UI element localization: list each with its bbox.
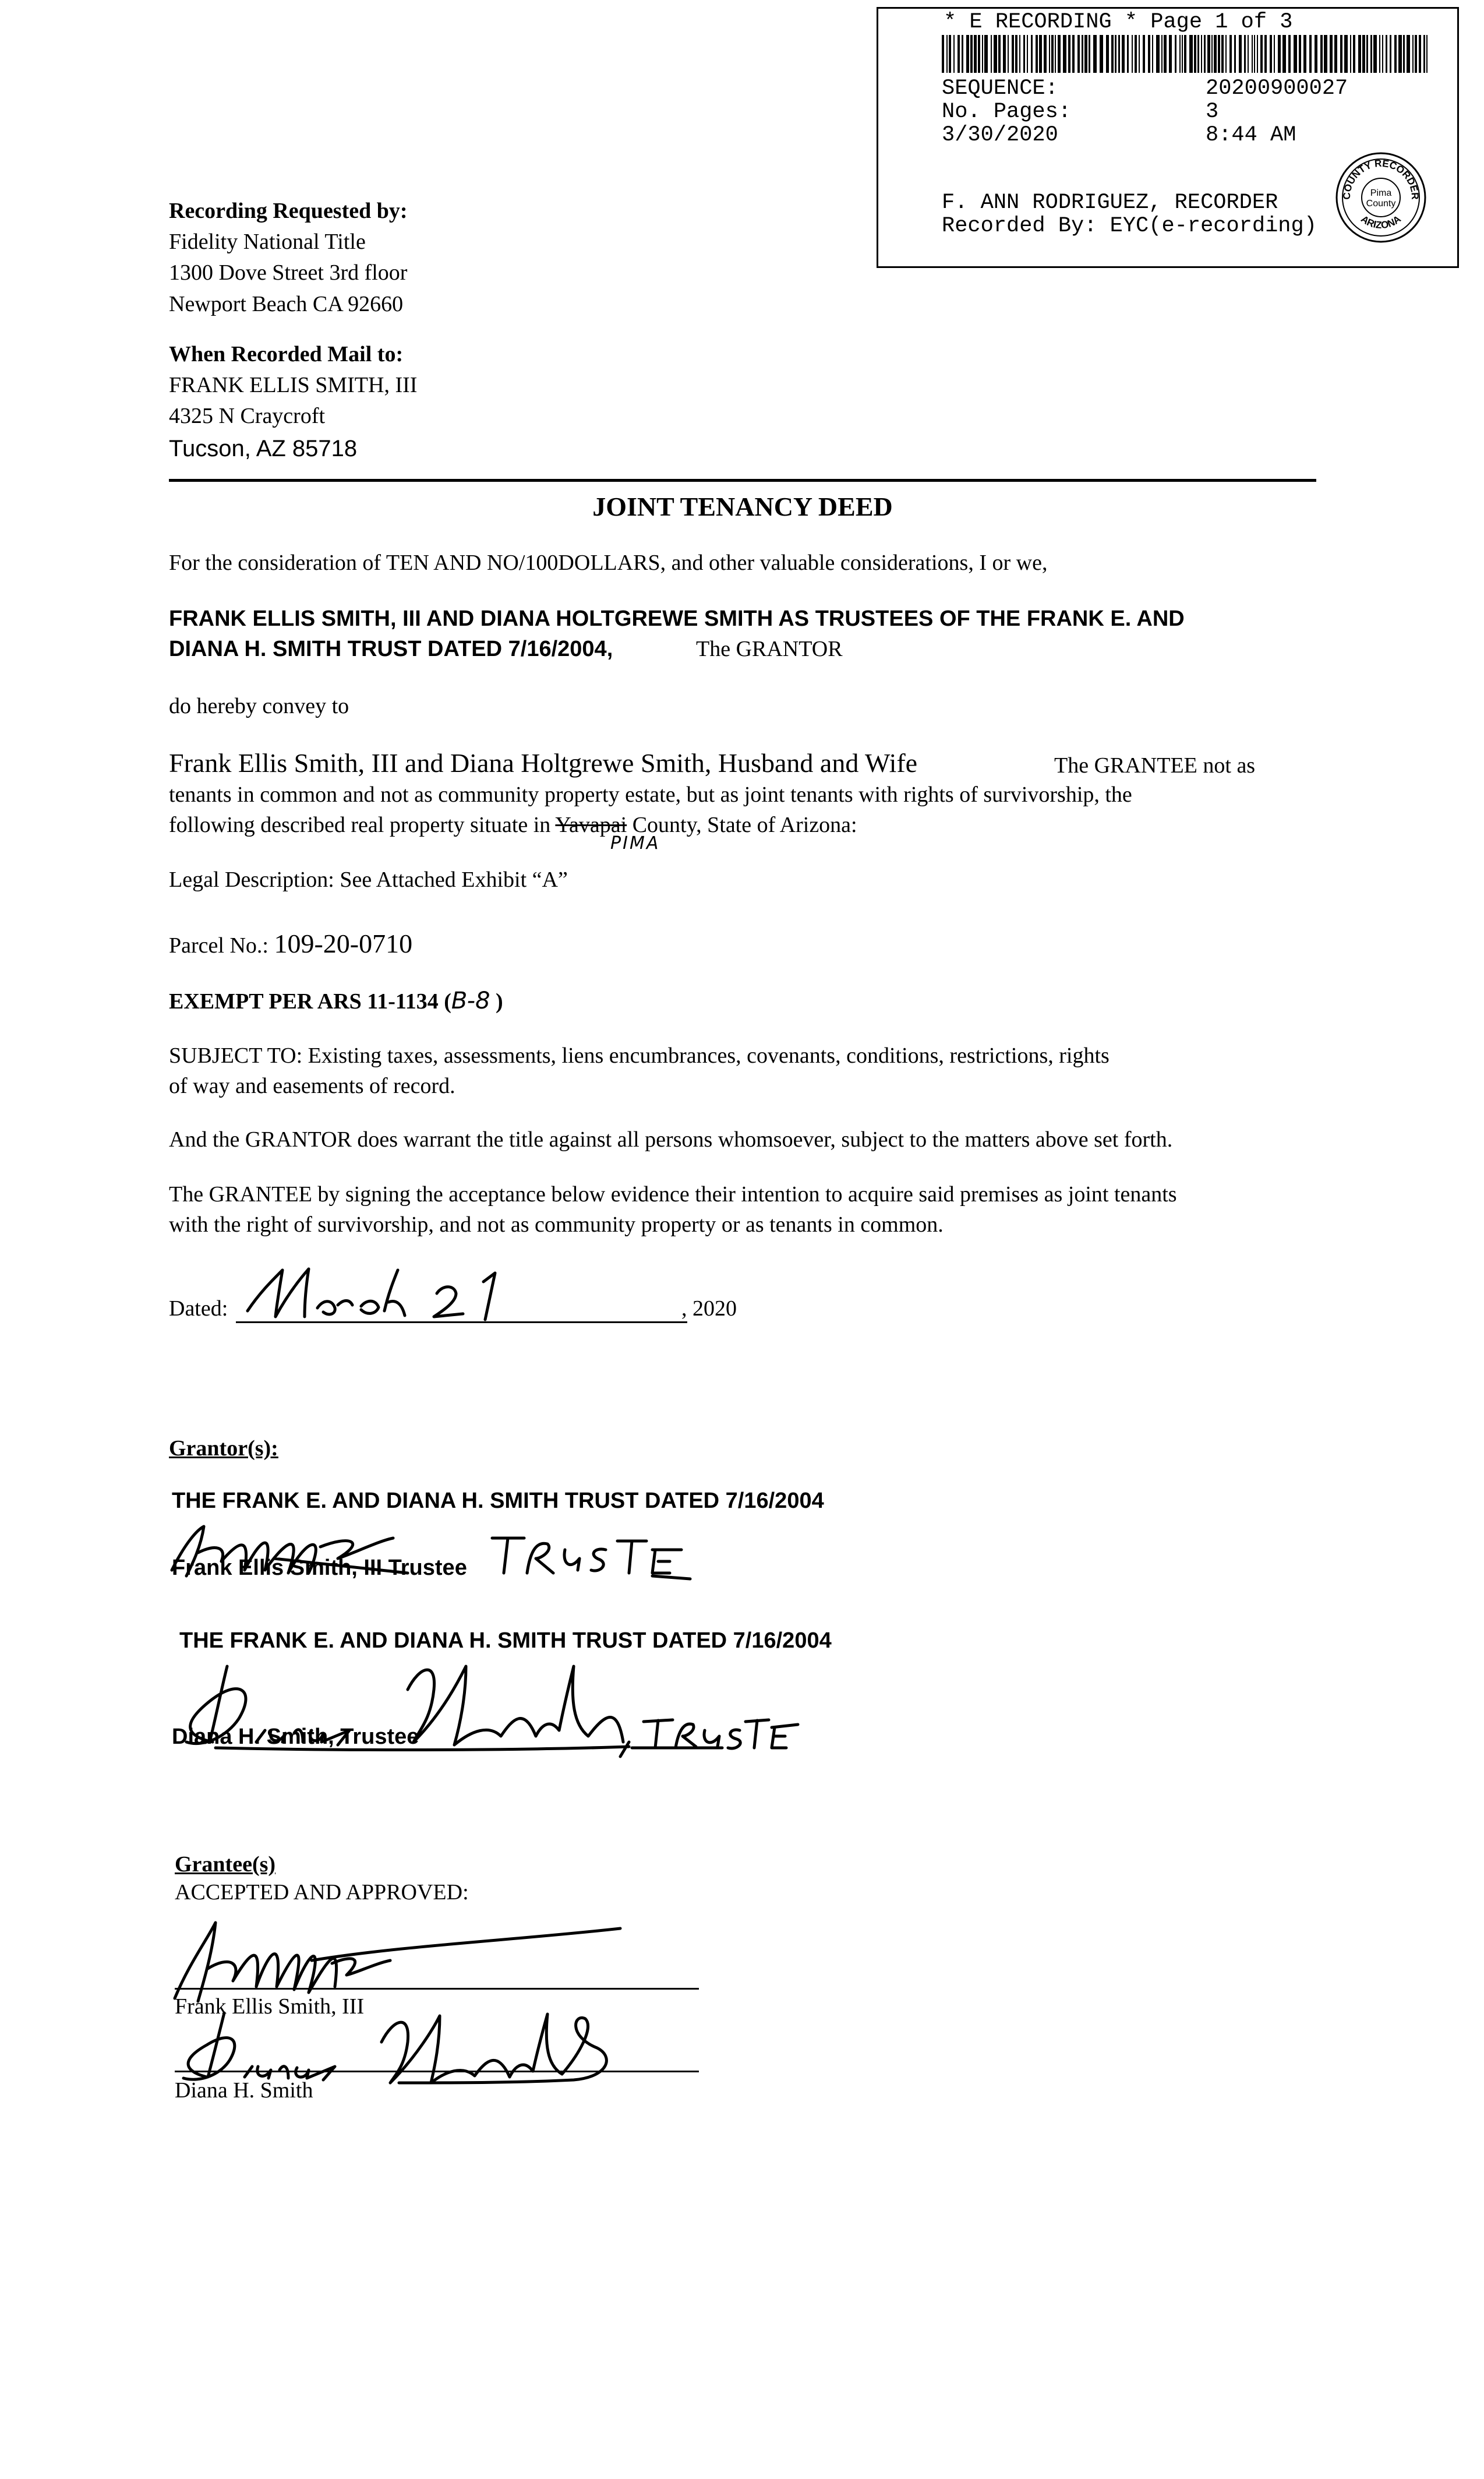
barcode-bar (1027, 35, 1028, 73)
grantee-clause-2: tenants in common and not as community property estate, but as joint tenants with rights of survivorship, the (169, 782, 1132, 807)
sequence-value: 20200900027 (1206, 76, 1348, 101)
recorded-by: Recorded By: EYC(e-recording) (942, 214, 1317, 238)
barcode-bar (1207, 35, 1210, 73)
the-grantor-label: The GRANTOR (696, 637, 843, 661)
barcode-bar (1419, 35, 1421, 73)
sequence-label: SEQUENCE: (942, 76, 1058, 101)
title-rule (169, 479, 1316, 482)
barcode-bar (982, 35, 983, 73)
barcode-bar (1012, 35, 1014, 73)
accepted-text: ACCEPTED AND APPROVED: (175, 1880, 469, 1905)
signer-1: Frank Ellis Smith, III Trustee (172, 1556, 467, 1580)
barcode-bar (1344, 35, 1348, 73)
barcode-bar (1072, 35, 1075, 73)
barcode-bar (1084, 35, 1087, 73)
barcode-bar (1412, 35, 1414, 73)
barcode-bar (1184, 35, 1186, 73)
barcode-bar (953, 35, 955, 73)
legal-description: Legal Description: See Attached Exhibit “A” (169, 868, 568, 892)
barcode-bar (1106, 35, 1109, 73)
barcode-bar (949, 35, 951, 73)
barcode-bar (1244, 35, 1246, 73)
barcode-bar (1394, 35, 1397, 73)
exempt-handwritten: B-8 (451, 988, 490, 1014)
barcode-bar (1003, 35, 1006, 73)
barcode-bar (1320, 35, 1323, 73)
barcode-bar (962, 35, 963, 73)
barcode-bar (1115, 35, 1116, 73)
seal-center-1: Pima (1370, 188, 1392, 198)
grantors-heading: Grantor(s): (169, 1436, 278, 1461)
barcode-bar (1164, 35, 1167, 73)
barcode-bar (1303, 35, 1306, 73)
barcode-bar (1077, 35, 1080, 73)
barcode-bar (1122, 35, 1125, 73)
grantee-signer-2: Diana H. Smith (175, 2078, 313, 2103)
barcode-bar (1093, 35, 1097, 73)
county-seal-icon (1334, 150, 1428, 245)
barcode-bar (1214, 35, 1217, 73)
recording-date: 3/30/2020 (942, 123, 1058, 147)
barcode-bar (1139, 35, 1140, 73)
barcode-bar (1274, 35, 1275, 73)
barcode-bar (1201, 35, 1202, 73)
seal-bottom-text: ARIZONA (1359, 213, 1403, 231)
barcode-bar (1039, 35, 1042, 73)
barcode-bar (974, 35, 977, 73)
barcode-bar (1008, 35, 1009, 73)
barcode-bar (942, 35, 944, 73)
barcode-bar (1260, 35, 1263, 73)
dated-year: , 2020 (681, 1296, 737, 1321)
barcode-bar (1229, 35, 1232, 73)
barcode-bar (1225, 35, 1227, 73)
barcode-bar (1100, 35, 1103, 73)
pages-value: 3 (1206, 100, 1219, 124)
requested-by-line: Newport Beach CA 92660 (169, 291, 404, 316)
requested-by-block (169, 196, 577, 320)
svg-text:ARIZONA (1359, 213, 1403, 231)
barcode-bar (1156, 35, 1160, 73)
barcode-bar (1423, 35, 1425, 73)
barcode-bar (1309, 35, 1312, 73)
barcode-bar (1068, 35, 1070, 73)
grantee-clause-3b: County, State of Arizona: (632, 813, 857, 837)
subject-to-line-1: SUBJECT TO: Existing taxes, assessments, liens encumbrances, covenants, conditions, restrictions, rights (169, 1043, 1110, 1068)
county-handwritten: PIMA (610, 833, 660, 854)
barcode-bar (1169, 35, 1172, 73)
barcode-bar (1252, 35, 1253, 73)
barcode-bar (1023, 35, 1025, 73)
barcode-bar (1415, 35, 1417, 73)
barcode-bar (1194, 35, 1196, 73)
barcode-bar (1370, 35, 1372, 73)
parcel-value: 109-20-0710 (274, 929, 413, 958)
barcode-bar (1398, 35, 1402, 73)
county-struck: Yavapai (555, 813, 627, 837)
barcode-bar (1390, 35, 1391, 73)
mail-to-block (169, 339, 577, 465)
mail-to-line: Tucson, AZ 85718 (169, 435, 358, 461)
barcode-bar (1382, 35, 1383, 73)
barcode-bar (1058, 35, 1061, 73)
barcode-bar (1152, 35, 1153, 73)
requested-by-heading: Recording Requested by: (169, 199, 408, 223)
barcode-bar (1282, 35, 1286, 73)
grantor-names-line-2: DIANA H. SMITH TRUST DATED 7/16/2004, (169, 637, 613, 661)
consideration-text: For the consideration of TEN AND NO/100DOLLARS, and other valuable considerations, I or we, (169, 551, 1048, 575)
exempt-text: EXEMPT PER ARS 11-1134 ( (169, 989, 451, 1014)
barcode-bar (1175, 35, 1176, 73)
barcode-bar (1362, 35, 1365, 73)
barcode-bar (1189, 35, 1193, 73)
barcode-bar (1248, 35, 1249, 73)
acceptance-line-1: The GRANTEE by signing the acceptance below evidence their intention to acquire said premises as joint tenants (169, 1182, 1177, 1207)
recording-header: * E RECORDING * Page 1 of 3 (944, 10, 1293, 34)
parcel-line (169, 925, 412, 962)
barcode-bar (1132, 35, 1133, 73)
barcode-bar (1407, 35, 1410, 73)
seal-top-text: COUNTY RECORDER (1341, 157, 1421, 200)
recorder-name: F. ANN RODRIGUEZ, RECORDER (942, 191, 1278, 215)
convey-text: do hereby convey to (169, 694, 349, 718)
seal-center-2: County (1366, 199, 1396, 209)
barcode-bar (1386, 35, 1387, 73)
barcode-bar (1019, 35, 1020, 73)
trust-name-2: THE FRANK E. AND DIANA H. SMITH TRUST DATED 7/16/2004 (179, 1628, 832, 1653)
barcode-bar (1239, 35, 1242, 73)
dated-label: Dated: (169, 1296, 228, 1321)
barcode-bar (1278, 35, 1281, 73)
grantee-clause-3 (169, 810, 857, 841)
barcode-bar (1426, 35, 1428, 73)
grantee-signature-line-2 (175, 2071, 699, 2072)
barcode-icon (942, 35, 1431, 73)
barcode-bar (1373, 35, 1377, 73)
pages-label: No. Pages: (942, 100, 1072, 124)
subject-to-line-2: of way and easements of record. (169, 1074, 455, 1098)
barcode-bar (978, 35, 980, 73)
barcode-bar (1315, 35, 1317, 73)
grantees-heading: Grantee(s) (175, 1852, 276, 1877)
mail-to-heading: When Recorded Mail to: (169, 342, 404, 366)
barcode-bar (1063, 35, 1066, 73)
barcode-bar (1143, 35, 1145, 73)
barcode-bar (998, 35, 1001, 73)
grantee-names: Frank Ellis Smith, III and Diana Holtgrewe Smith, Husband and Wife (169, 748, 918, 778)
grantor-names-line-1: FRANK ELLIS SMITH, III AND DIANA HOLTGREWE SMITH AS TRUSTEES OF THE FRANK E. AND (169, 606, 1185, 631)
requested-by-line: Fidelity National Title (169, 230, 366, 255)
signer-2: Diana H. Smith, Trustee (172, 1725, 419, 1749)
warrant-text: And the GRANTOR does warrant the title against all persons whomsoever, subject to the matters above set forth. (169, 1127, 1173, 1152)
barcode-bar (1358, 35, 1361, 73)
barcode-bar (946, 35, 948, 73)
barcode-bar (1299, 35, 1301, 73)
barcode-bar (1127, 35, 1129, 73)
barcode-bar (1218, 35, 1220, 73)
barcode-bar (1340, 35, 1342, 73)
barcode-bar (1197, 35, 1199, 73)
barcode-bar (1055, 35, 1056, 73)
barcode-bar (1294, 35, 1297, 73)
barcode-bar (1049, 35, 1050, 73)
barcode-bar (1031, 35, 1033, 73)
grantee-clause-3a: following described real property situate in (169, 813, 551, 837)
date-handwriting (236, 1258, 539, 1328)
deed-title: JOINT TENANCY DEED (592, 492, 893, 521)
barcode-bar (1089, 35, 1090, 73)
grantee-signer-1: Frank Ellis Smith, III (175, 1994, 365, 2019)
barcode-bar (1353, 35, 1355, 73)
barcode-bar (957, 35, 960, 73)
barcode-bar (966, 35, 969, 73)
barcode-bar (1179, 35, 1181, 73)
recording-time: 8:44 AM (1206, 123, 1296, 147)
barcode-bar (1148, 35, 1150, 73)
barcode-bar (1211, 35, 1213, 73)
grantee-clause-1: The GRANTEE not as (1054, 753, 1256, 778)
barcode-bar (991, 35, 992, 73)
exempt-close: ) (496, 989, 503, 1014)
barcode-bar (1082, 35, 1083, 73)
barcode-bar (1379, 35, 1380, 73)
barcode-bar (1036, 35, 1038, 73)
barcode-bar (1324, 35, 1327, 73)
mail-to-line: FRANK ELLIS SMITH, III (169, 373, 418, 398)
barcode-bar (970, 35, 973, 73)
requested-by-line: 1300 Dove Street 3rd floor (169, 260, 408, 285)
barcode-bar (1111, 35, 1114, 73)
barcode-bar (1234, 35, 1236, 73)
barcode-bar (1135, 35, 1137, 73)
barcode-bar (1204, 35, 1206, 73)
barcode-bar (1051, 35, 1054, 73)
barcode-bar (1221, 35, 1224, 73)
acceptance-line-2: with the right of survivorship, and not as community property or as tenants in common. (169, 1212, 944, 1237)
barcode-bar (1044, 35, 1047, 73)
exempt-line (169, 985, 503, 1017)
barcode-bar (1118, 35, 1120, 73)
parcel-label: Parcel No.: (169, 933, 268, 958)
barcode-bar (1350, 35, 1351, 73)
barcode-bar (1270, 35, 1272, 73)
diana-trustee-signature (163, 1655, 804, 1771)
barcode-bar (984, 35, 988, 73)
barcode-bar (994, 35, 997, 73)
mail-to-line: 4325 N Craycroft (169, 404, 326, 429)
barcode-bar (1330, 35, 1333, 73)
barcode-bar (1182, 35, 1183, 73)
grantee-signature-line-1 (175, 1988, 699, 1990)
barcode-bar (1366, 35, 1368, 73)
barcode-bar (1015, 35, 1017, 73)
barcode-bar (1288, 35, 1291, 73)
barcode-bar (1264, 35, 1267, 73)
barcode-bar (1334, 35, 1337, 73)
trust-name-1: THE FRANK E. AND DIANA H. SMITH TRUST DATED 7/16/2004 (172, 1489, 824, 1513)
barcode-bar (1254, 35, 1255, 73)
barcode-bar (1161, 35, 1163, 73)
barcode-bar (1403, 35, 1405, 73)
barcode-bar (1257, 35, 1258, 73)
